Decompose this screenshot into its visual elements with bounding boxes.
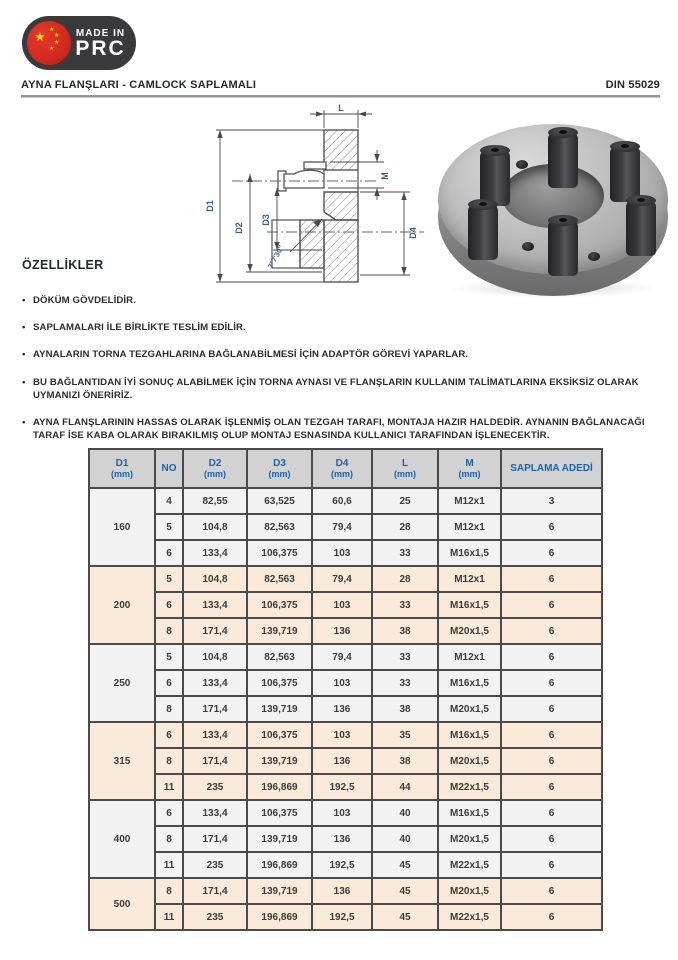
logo-prc: PRC xyxy=(75,36,126,60)
d1-group-cell: 500 xyxy=(89,878,155,930)
camlock-stud xyxy=(548,220,578,276)
d1-group-cell: 160 xyxy=(89,488,155,566)
table-cell: 136 xyxy=(312,696,372,722)
table-header-row xyxy=(89,449,602,488)
table-cell: 106,375 xyxy=(247,722,312,748)
features-list xyxy=(22,294,660,457)
column-header: D2 (mm) xyxy=(183,449,247,488)
table-cell: 79,4 xyxy=(312,566,372,592)
table-cell: 79,4 xyxy=(312,644,372,670)
table-cell: M16x1,5 xyxy=(438,800,501,826)
dim-label-d3: D3 xyxy=(261,214,271,226)
table-cell: 8 xyxy=(155,878,183,904)
table-cell: M20x1,5 xyxy=(438,748,501,774)
d1-group-cell: 400 xyxy=(89,800,155,878)
table-cell: 33 xyxy=(372,592,438,618)
table-cell: M12x1 xyxy=(438,566,501,592)
table-cell: 171,4 xyxy=(183,748,247,774)
table-cell: 235 xyxy=(183,904,247,930)
table-cell: 82,563 xyxy=(247,566,312,592)
table-cell: 8 xyxy=(155,826,183,852)
table-cell: 5 xyxy=(155,514,183,540)
table-cell: 44 xyxy=(372,774,438,800)
table-cell: 38 xyxy=(372,696,438,722)
table-cell: 171,4 xyxy=(183,826,247,852)
table-row xyxy=(89,592,602,618)
feature-item: • AYNALARIN TORNA TEZGAHLARINA BAĞLANABİLMESİ İÇİN ADAPTÖR GÖREVİ YAPARLAR. xyxy=(22,348,660,361)
table-cell: 8 xyxy=(155,696,183,722)
table-cell: 38 xyxy=(372,618,438,644)
table-cell: M16x1,5 xyxy=(438,592,501,618)
table-row xyxy=(89,696,602,722)
table-cell: 33 xyxy=(372,644,438,670)
features-heading: ÖZELLİKLER xyxy=(22,258,104,272)
table-cell: 6 xyxy=(501,592,602,618)
table-cell: 45 xyxy=(372,852,438,878)
made-in-prc-logo xyxy=(22,16,136,70)
table-row xyxy=(89,904,602,930)
table-cell: 82,563 xyxy=(247,514,312,540)
table-cell: 33 xyxy=(372,670,438,696)
table-cell: 139,719 xyxy=(247,878,312,904)
table-cell: 45 xyxy=(372,904,438,930)
table-cell: 171,4 xyxy=(183,878,247,904)
table-cell: 6 xyxy=(501,644,602,670)
table-cell: 133,4 xyxy=(183,800,247,826)
table-cell: M20x1,5 xyxy=(438,826,501,852)
table-cell: 11 xyxy=(155,852,183,878)
camlock-stud xyxy=(548,132,578,188)
table-cell: 6 xyxy=(501,904,602,930)
table-row xyxy=(89,774,602,800)
dim-label-d2: D2 xyxy=(234,222,244,234)
table-cell: 6 xyxy=(155,592,183,618)
table-cell: 6 xyxy=(155,670,183,696)
table-cell: 63,525 xyxy=(247,488,312,514)
table-cell: 106,375 xyxy=(247,800,312,826)
table-cell: M16x1,5 xyxy=(438,540,501,566)
table-row xyxy=(89,566,602,592)
table-cell: 103 xyxy=(312,592,372,618)
china-flag-icon: ★ ★ ★ ★ ★ xyxy=(27,21,71,65)
column-header: SAPLAMA ADEDİ xyxy=(501,449,602,488)
table-cell: 106,375 xyxy=(247,540,312,566)
table-cell: 235 xyxy=(183,852,247,878)
feature-item: • SAPLAMALARI İLE BİRLİKTE TESLİM EDİLİR. xyxy=(22,321,660,334)
table-cell: 28 xyxy=(372,514,438,540)
table-cell: 133,4 xyxy=(183,670,247,696)
table-cell: M22x1,5 xyxy=(438,904,501,930)
table-cell: 6 xyxy=(501,774,602,800)
table-row xyxy=(89,748,602,774)
table-cell: 136 xyxy=(312,618,372,644)
table-cell: 139,719 xyxy=(247,748,312,774)
table-cell: 171,4 xyxy=(183,696,247,722)
table-cell: 45 xyxy=(372,878,438,904)
table-row xyxy=(89,800,602,826)
table-row xyxy=(89,670,602,696)
table-cell: 82,563 xyxy=(247,644,312,670)
table-cell: M22x1,5 xyxy=(438,774,501,800)
table-cell: M22x1,5 xyxy=(438,852,501,878)
table-cell: 6 xyxy=(501,826,602,852)
din-standard: DIN 55029 xyxy=(605,79,660,91)
table-cell: 133,4 xyxy=(183,592,247,618)
table-cell: 79,4 xyxy=(312,514,372,540)
header-divider xyxy=(21,95,660,98)
table-cell: M20x1,5 xyxy=(438,618,501,644)
d1-group-cell: 250 xyxy=(89,644,155,722)
table-cell: M20x1,5 xyxy=(438,878,501,904)
socket-screw xyxy=(588,252,600,261)
table-cell: 192,5 xyxy=(312,904,372,930)
column-header: NO xyxy=(155,449,183,488)
table-cell: 235 xyxy=(183,774,247,800)
column-header: M (mm) xyxy=(438,449,501,488)
camlock-stud xyxy=(626,200,656,256)
table-cell: 192,5 xyxy=(312,774,372,800)
feature-item: • BU BAĞLANTIDAN İYİ SONUÇ ALABİLMEK İÇİN TORNA AYNASI VE FLANŞLARIN KULLANIM TALİMATLARINA EKSİKSİZ OLARAK UYMANIZI ÖNERİRİZ. xyxy=(22,376,660,402)
page-title: AYNA FLANŞLARI - CAMLOCK SAPLAMALI xyxy=(21,79,257,91)
table-cell: 5 xyxy=(155,566,183,592)
table-cell: 196,869 xyxy=(247,774,312,800)
dim-label-d1: D1 xyxy=(205,200,215,212)
table-cell: 171,4 xyxy=(183,618,247,644)
table-cell: M12x1 xyxy=(438,488,501,514)
table-cell: M20x1,5 xyxy=(438,696,501,722)
title-bar xyxy=(21,79,660,91)
table-row xyxy=(89,644,602,670)
logo-made-in: MADE IN xyxy=(75,27,126,39)
table-cell: 136 xyxy=(312,748,372,774)
d1-group-cell: 200 xyxy=(89,566,155,644)
camlock-stud xyxy=(480,150,510,206)
product-photo xyxy=(430,102,675,302)
table-cell: 192,5 xyxy=(312,852,372,878)
feature-item: • AYNA FLANŞLARININ HASSAS OLARAK İŞLENMİŞ OLAN TEZGAH TARAFI, MONTAJA HAZIR HALDEDİR. AYNANIN BAĞLANACAĞI TARAF İSE KABA OLARAK BIRAKILMIŞ OLUP MONTAJ ESNASINDA KULLANICI TARAFINDAN İŞLENECEKTİR. xyxy=(22,416,660,442)
table-cell: 6 xyxy=(501,540,602,566)
table-row xyxy=(89,540,602,566)
camlock-stud xyxy=(468,204,498,260)
table-cell: 40 xyxy=(372,826,438,852)
table-cell: 11 xyxy=(155,904,183,930)
table-cell: 33 xyxy=(372,540,438,566)
table-cell: 103 xyxy=(312,800,372,826)
table-cell: 28 xyxy=(372,566,438,592)
table-cell: M12x1 xyxy=(438,514,501,540)
table-cell: 133,4 xyxy=(183,540,247,566)
table-cell: 6 xyxy=(155,722,183,748)
table-cell: 103 xyxy=(312,722,372,748)
socket-screw xyxy=(522,242,534,251)
table-cell: 6 xyxy=(501,618,602,644)
table-row xyxy=(89,618,602,644)
column-header: D4 (mm) xyxy=(312,449,372,488)
table-cell: 6 xyxy=(501,878,602,904)
table-cell: 133,4 xyxy=(183,722,247,748)
flange-section-drawing xyxy=(172,100,432,295)
table-cell: 136 xyxy=(312,878,372,904)
camlock-stud xyxy=(610,146,640,202)
table-cell: 106,375 xyxy=(247,670,312,696)
table-cell: 196,869 xyxy=(247,852,312,878)
table-cell: M12x1 xyxy=(438,644,501,670)
table-cell: 6 xyxy=(501,852,602,878)
socket-screw xyxy=(516,160,528,169)
table-cell: 6 xyxy=(155,800,183,826)
table-cell: 104,8 xyxy=(183,644,247,670)
table-cell: 139,719 xyxy=(247,618,312,644)
table-cell: 136 xyxy=(312,826,372,852)
table-cell: 5 xyxy=(155,644,183,670)
column-header: D1 (mm) xyxy=(89,449,155,488)
table-cell: 60,6 xyxy=(312,488,372,514)
dim-label-m: M xyxy=(380,172,390,180)
table-cell: 82,55 xyxy=(183,488,247,514)
table-cell: 6 xyxy=(501,566,602,592)
table-row xyxy=(89,722,602,748)
table-cell: 6 xyxy=(501,696,602,722)
dim-label-d4: D4 xyxy=(408,227,418,239)
table-cell: 4 xyxy=(155,488,183,514)
table-cell: 8 xyxy=(155,748,183,774)
table-cell: M16x1,5 xyxy=(438,670,501,696)
table-cell: 6 xyxy=(155,540,183,566)
dim-label-angle: 7°7'30'' xyxy=(265,243,286,270)
table-cell: M16x1,5 xyxy=(438,722,501,748)
table-cell: 106,375 xyxy=(247,592,312,618)
table-cell: 3 xyxy=(501,488,602,514)
table-cell: 6 xyxy=(501,800,602,826)
table-row xyxy=(89,488,602,514)
table-cell: 25 xyxy=(372,488,438,514)
table-cell: 139,719 xyxy=(247,826,312,852)
technical-drawing xyxy=(172,100,432,295)
table-cell: 6 xyxy=(501,670,602,696)
column-header: D3 (mm) xyxy=(247,449,312,488)
table-cell: 11 xyxy=(155,774,183,800)
column-header: L (mm) xyxy=(372,449,438,488)
table-cell: 35 xyxy=(372,722,438,748)
table-cell: 103 xyxy=(312,670,372,696)
spec-table xyxy=(88,448,603,931)
table-cell: 104,8 xyxy=(183,514,247,540)
table-cell: 6 xyxy=(501,748,602,774)
table-cell: 139,719 xyxy=(247,696,312,722)
dim-label-l: L xyxy=(338,103,344,113)
feature-item: • DÖKÜM GÖVDELİDİR. xyxy=(22,294,660,307)
table-cell: 103 xyxy=(312,540,372,566)
table-cell: 104,8 xyxy=(183,566,247,592)
table-cell: 38 xyxy=(372,748,438,774)
table-row xyxy=(89,514,602,540)
table-row xyxy=(89,878,602,904)
table-cell: 40 xyxy=(372,800,438,826)
table-row xyxy=(89,826,602,852)
table-row xyxy=(89,852,602,878)
table-cell: 196,869 xyxy=(247,904,312,930)
d1-group-cell: 315 xyxy=(89,722,155,800)
table-cell: 6 xyxy=(501,722,602,748)
table-cell: 8 xyxy=(155,618,183,644)
table-cell: 6 xyxy=(501,514,602,540)
